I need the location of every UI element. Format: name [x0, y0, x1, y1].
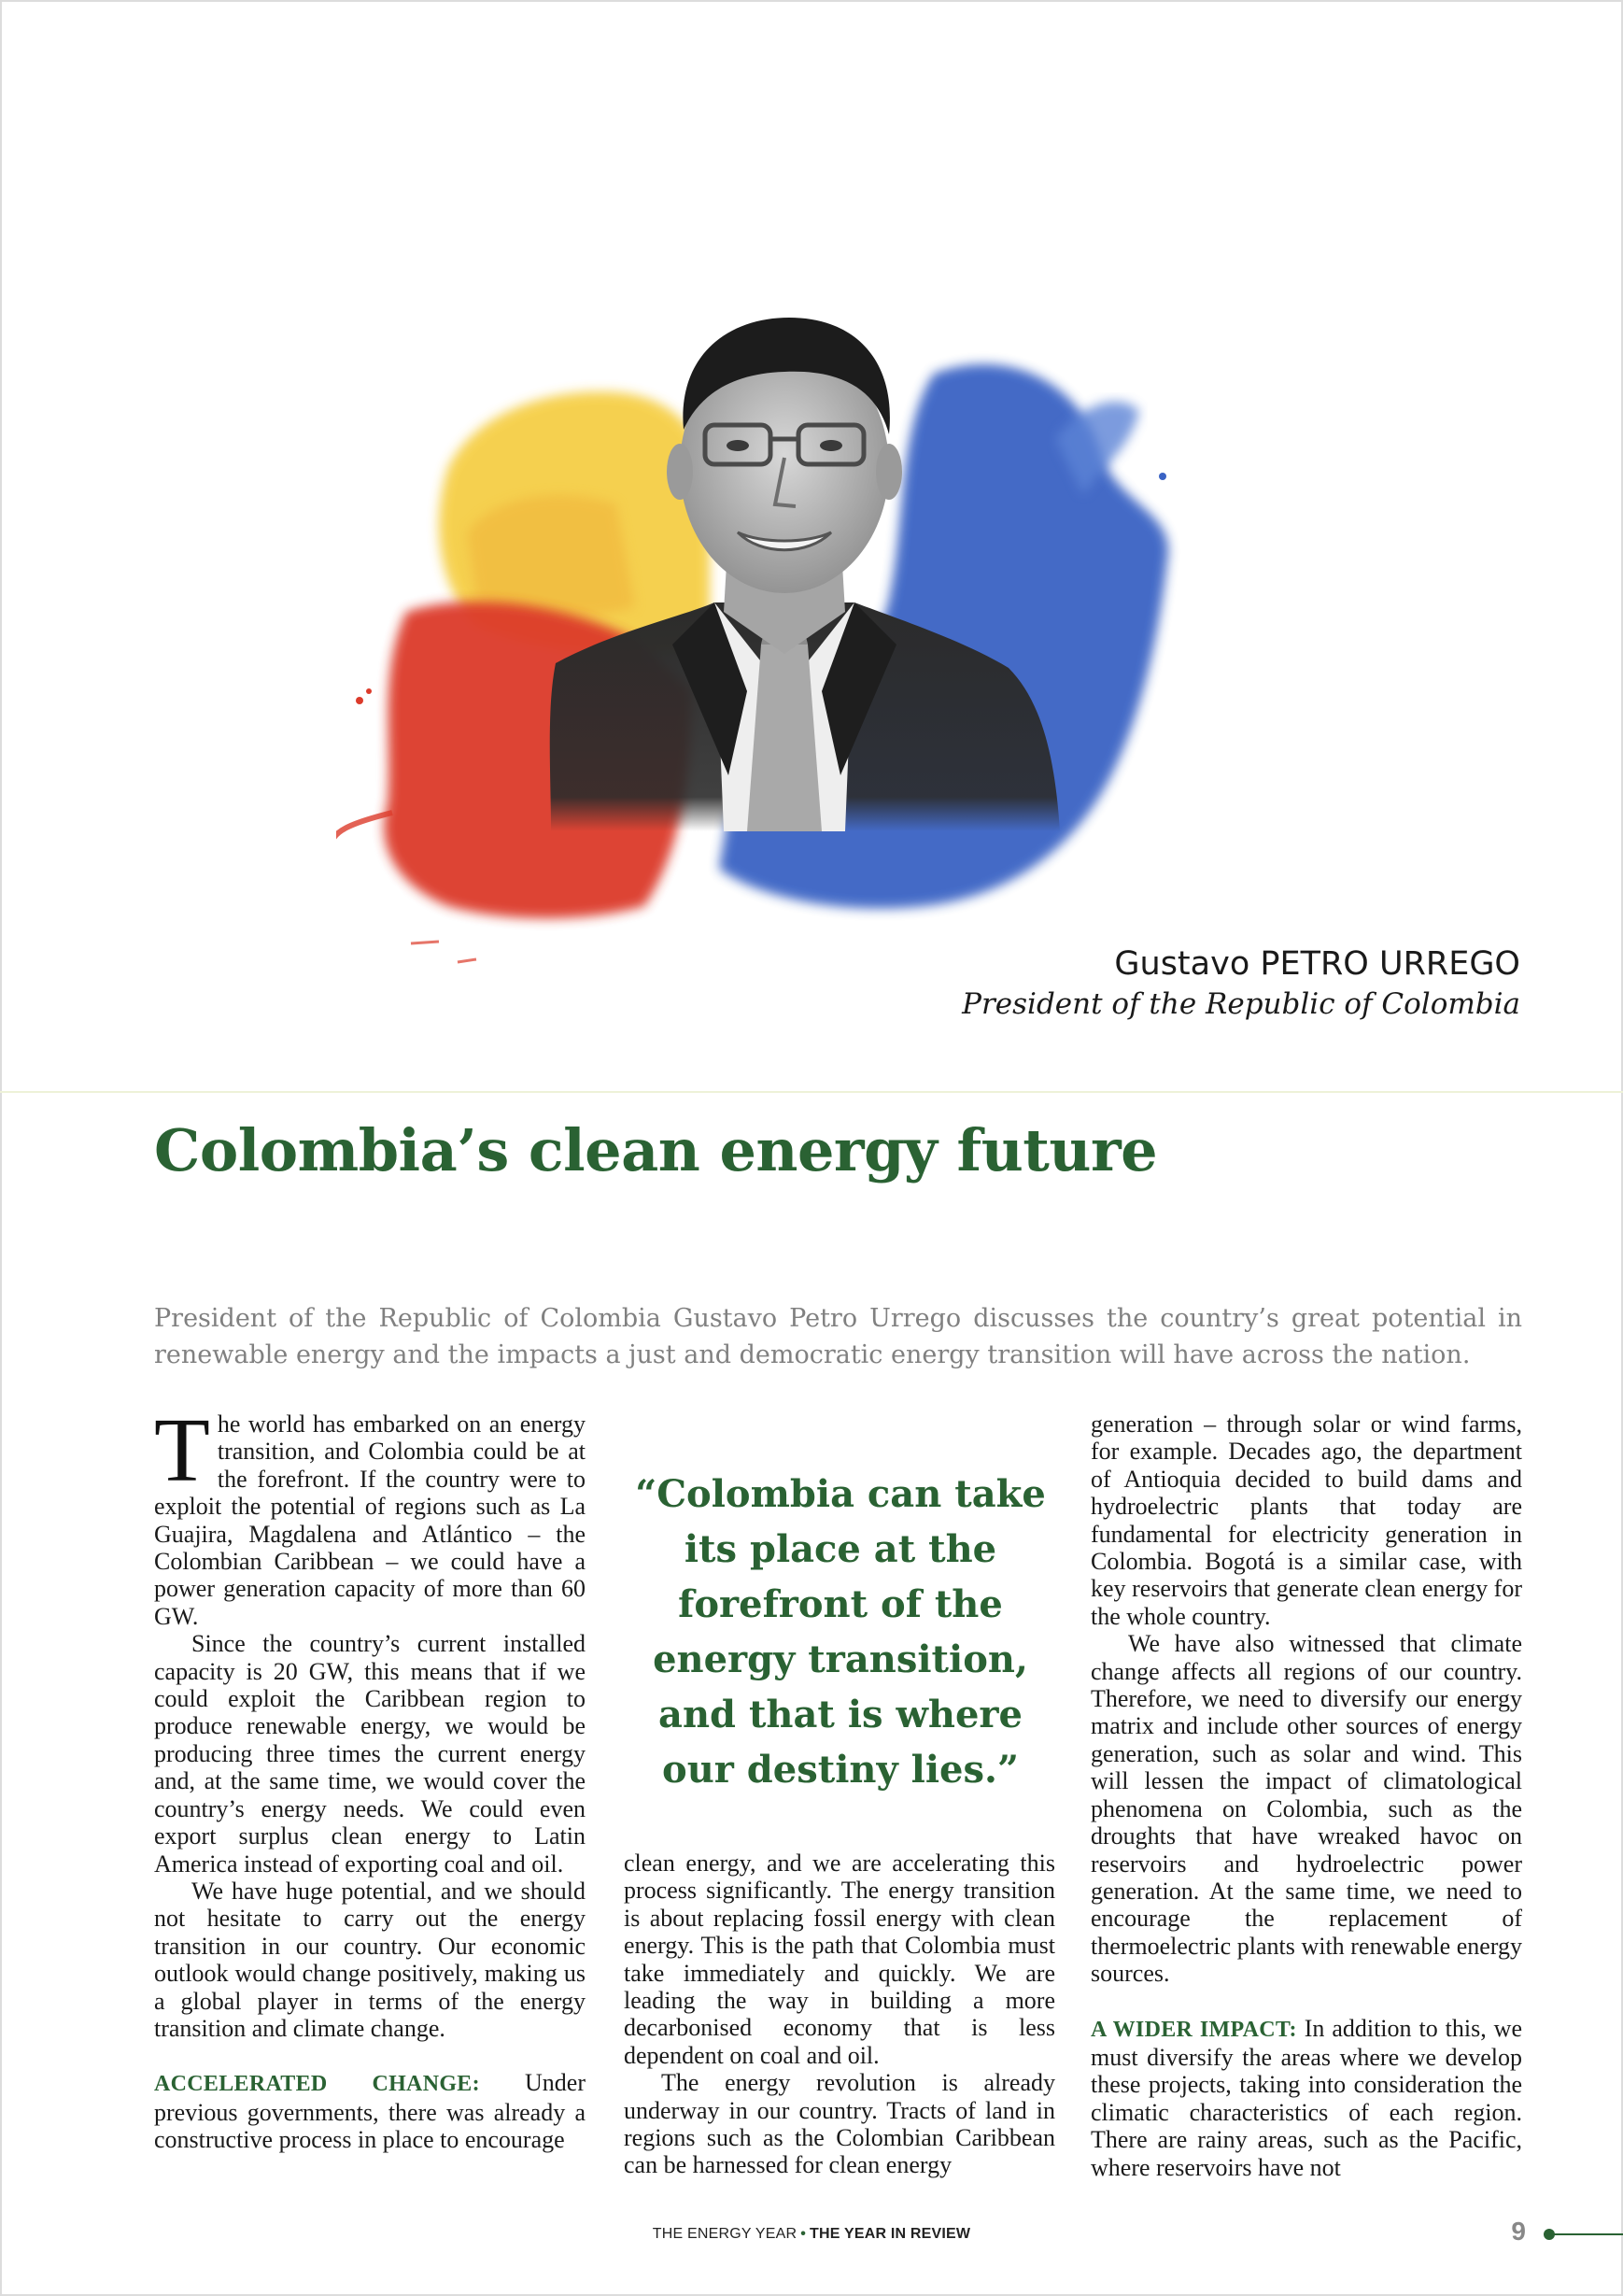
paragraph: clean energy, and we are accelerating this process significantly. The energy transition is about replacing fossil energy with clean energy. This is the path that Colombia must take immediately and quickly. We are leading the way in building a more decarbonised economy that is less dependent on coal and oil.: [624, 1850, 1055, 2069]
paragraph: Since the country’s current installed capacity is 20 GW, this means that if we could exploit the Caribbean region to produce renewable energy, we would be producing three times the current energy and, at the same time, we would cover the country’s energy needs. We could even export surplus clean energy to Latin America instead of exporting coal and oil.: [154, 1630, 586, 1878]
paragraph: We have huge potential, and we should not hesitate to carry out the energy transition in our country. Our economic outlook would change positively, making us a global player in terms of the energy transition and climate change.: [154, 1877, 586, 2042]
paragraph: The world has embarked on an energy transition, and Colombia could be at the forefront. If the country were to exploit the potential of regions such as La Guajira, Magdalena and Atlántico – the Colombian Caribbean – we could have a power generation capacity of more than 60 GW.: [154, 1400, 586, 1630]
article-column-3: [1091, 1410, 1522, 2181]
section-name: THE YEAR IN REVIEW: [810, 2226, 971, 2242]
paragraph: generation – through solar or wind farms, for example. Decades ago, the department of Antioquia decided to build dams and hydroelectric plants that today are fundamental for electricity generation in Colombia. Bogotá is a similar case, with key reservoirs that generate clean energy for the whole country.: [1091, 1410, 1522, 1630]
article-column-1: [154, 1400, 586, 2154]
drop-cap: T: [154, 1400, 210, 1501]
paragraph: ACCELERATED CHANGE: Under previous governments, there was already a constructive process in place to encourage: [154, 2069, 586, 2154]
paragraph: We have also witnessed that climate change affects all regions of our country. Therefore, we need to diversify our energy matrix and include other sources of energy generation, such as solar and wind. This will lessen the impact of climatological phenomena on Colombia, such as the droughts that have wreaked havoc on reservoirs and hydroelectric power generation. At the same time, we need to encourage the replacement of thermoelectric plants with renewable energy sources.: [1091, 1630, 1522, 1988]
portrait-illustration: [336, 252, 1233, 1065]
pull-quote: “Colombia can take its place at the forefront of the energy transition, and that is where our destiny lies.”: [635, 1472, 1046, 1792]
footer-running-title: [0, 2226, 1623, 2243]
publication-name: THE ENERGY YEAR: [652, 2226, 797, 2242]
article-headline: Colombia’s clean energy future: [154, 1116, 1158, 1184]
paragraph: A WIDER IMPACT: In addition to this, we must diversify the areas where we develop these projects, taking into consideration the climatic characteristics of each region. There are rainy areas, such as the Pacific, where reservoirs have not: [1091, 2014, 1522, 2181]
page-marker-line: [1553, 2233, 1623, 2235]
run-in-heading: ACCELERATED CHANGE:: [154, 2072, 480, 2097]
page-number: 9: [1511, 2217, 1526, 2246]
run-in-heading: A WIDER IMPACT:: [1091, 2017, 1297, 2042]
article-column-2: [624, 1850, 1055, 2179]
portrait-caption-role: President of the Republic of Colombia: [962, 987, 1520, 1021]
hero-divider: [0, 1091, 1623, 1093]
portrait-caption-name: Gustavo PETRO URREGO: [1114, 945, 1520, 983]
paragraph: The energy revolution is already underway in our country. Tracts of land in regions such as the Colombian Caribbean can be harnessed for clean energy: [624, 2069, 1055, 2179]
article-deck: President of the Republic of Colombia Gustavo Petro Urrego discusses the country’s great potential in renewable energy and the impacts a just and democratic energy transition will have across the nation.: [154, 1304, 1522, 1369]
footer-bullet: •: [800, 2226, 807, 2242]
